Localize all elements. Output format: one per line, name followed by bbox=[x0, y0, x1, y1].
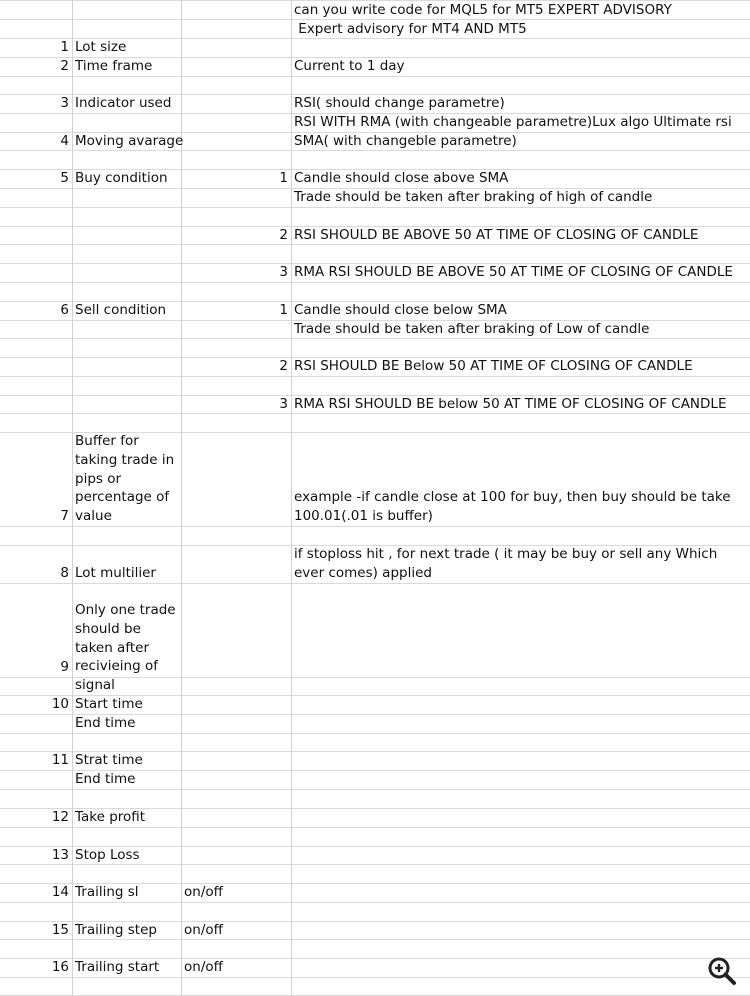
row-label: Start time bbox=[75, 696, 143, 712]
row-label: Buy condition bbox=[75, 170, 168, 186]
row-number: 4 bbox=[60, 133, 69, 149]
row-label: Trailing sl bbox=[75, 884, 139, 900]
grid-row-line bbox=[0, 207, 750, 208]
row-text: example -if candle close at 100 for buy, then buy should be take 100.01(.01 is buffer) bbox=[294, 489, 731, 524]
grid-row-line bbox=[0, 902, 750, 903]
grid-row-line bbox=[0, 827, 750, 828]
row-number: 2 bbox=[60, 58, 69, 74]
grid-row-line bbox=[0, 977, 750, 978]
row-label: Moving avarage bbox=[75, 133, 184, 149]
row-number: 15 bbox=[51, 922, 69, 938]
row-text: RMA RSI SHOULD BE ABOVE 50 AT TIME OF CLOSING OF CANDLE bbox=[294, 264, 733, 280]
row-text: Candle should close above SMA bbox=[294, 170, 509, 186]
grid-row-line bbox=[0, 583, 750, 584]
row-label: Stop Loss bbox=[75, 847, 140, 863]
row-number: 10 bbox=[51, 696, 69, 712]
sub-number: 2 bbox=[279, 358, 288, 374]
row-number: 13 bbox=[51, 847, 69, 863]
header-line-2: Expert advisory for MT4 AND MT5 bbox=[294, 21, 527, 37]
row-number: 16 bbox=[51, 959, 69, 975]
grid-row-line bbox=[0, 733, 750, 734]
row-label: End time bbox=[75, 771, 136, 787]
grid-row-line bbox=[0, 376, 750, 377]
sub-number: 2 bbox=[279, 227, 288, 243]
row-text: Trade should be taken after braking of high of candle bbox=[294, 189, 653, 205]
row-text: RSI SHOULD BE Below 50 AT TIME OF CLOSING OF CANDLE bbox=[294, 358, 693, 374]
row-number: 9 bbox=[60, 659, 69, 675]
row-text: RSI( should change parametre) bbox=[294, 95, 505, 111]
grid-row-line bbox=[0, 789, 750, 790]
grid-row-line bbox=[0, 76, 750, 77]
zoom-in-icon[interactable] bbox=[706, 955, 738, 987]
row-label: Trailing step bbox=[75, 922, 157, 938]
row-text: Current to 1 day bbox=[294, 58, 405, 74]
toggle-value: on/off bbox=[184, 959, 223, 975]
row-label: Lot multilier bbox=[75, 565, 156, 581]
row-number: 11 bbox=[51, 752, 69, 768]
toggle-value: on/off bbox=[184, 884, 223, 900]
row-label: Indicator used bbox=[75, 95, 172, 111]
row-text: RMA RSI SHOULD BE below 50 AT TIME OF CLOSING OF CANDLE bbox=[294, 396, 727, 412]
row-text: Candle should close below SMA bbox=[294, 302, 507, 318]
row-number: 3 bbox=[60, 95, 69, 111]
row-text: RSI SHOULD BE ABOVE 50 AT TIME OF CLOSING OF CANDLE bbox=[294, 227, 699, 243]
row-label: Take profit bbox=[75, 809, 146, 825]
row-text: Trade should be taken after braking of Low of candle bbox=[294, 321, 650, 337]
row-label: Sell condition bbox=[75, 302, 167, 318]
row-number: 8 bbox=[60, 565, 69, 581]
row-number: 5 bbox=[60, 170, 69, 186]
row-text: SMA( with changeble parametre) bbox=[294, 133, 517, 149]
sub-number: 3 bbox=[279, 264, 288, 280]
row-number: 1 bbox=[60, 39, 69, 55]
row-label: Time frame bbox=[75, 58, 153, 74]
grid-column-line bbox=[72, 0, 73, 996]
sub-number: 3 bbox=[279, 396, 288, 412]
row-text: RSI WITH RMA (with changeable parametre)Lux algo Ultimate rsi bbox=[294, 114, 732, 130]
grid-row-line bbox=[0, 526, 750, 527]
row-label: End time bbox=[75, 715, 136, 731]
row-number: 7 bbox=[60, 508, 69, 524]
row-label: Buffer for taking trade in pips or percentage of value bbox=[75, 433, 175, 525]
row-number: 6 bbox=[60, 302, 69, 318]
grid-column-line bbox=[291, 0, 292, 996]
row-label: Lot size bbox=[75, 39, 127, 55]
row-label: Only one trade should be taken after recivieing of signal bbox=[75, 602, 176, 694]
header-line-1: can you write code for MQL5 for MT5 EXPERT ADVISORY bbox=[294, 2, 672, 18]
row-label: Trailing start bbox=[75, 959, 160, 975]
row-number: 12 bbox=[51, 809, 69, 825]
row-label: Strat time bbox=[75, 752, 143, 768]
sub-number: 1 bbox=[279, 302, 288, 318]
grid-row-line bbox=[0, 282, 750, 283]
sub-number: 1 bbox=[279, 170, 288, 186]
row-number: 14 bbox=[51, 884, 69, 900]
toggle-value: on/off bbox=[184, 922, 223, 938]
row-text: if stoploss hit , for next trade ( it may be buy or sell any Which ever comes) applied bbox=[294, 546, 718, 581]
